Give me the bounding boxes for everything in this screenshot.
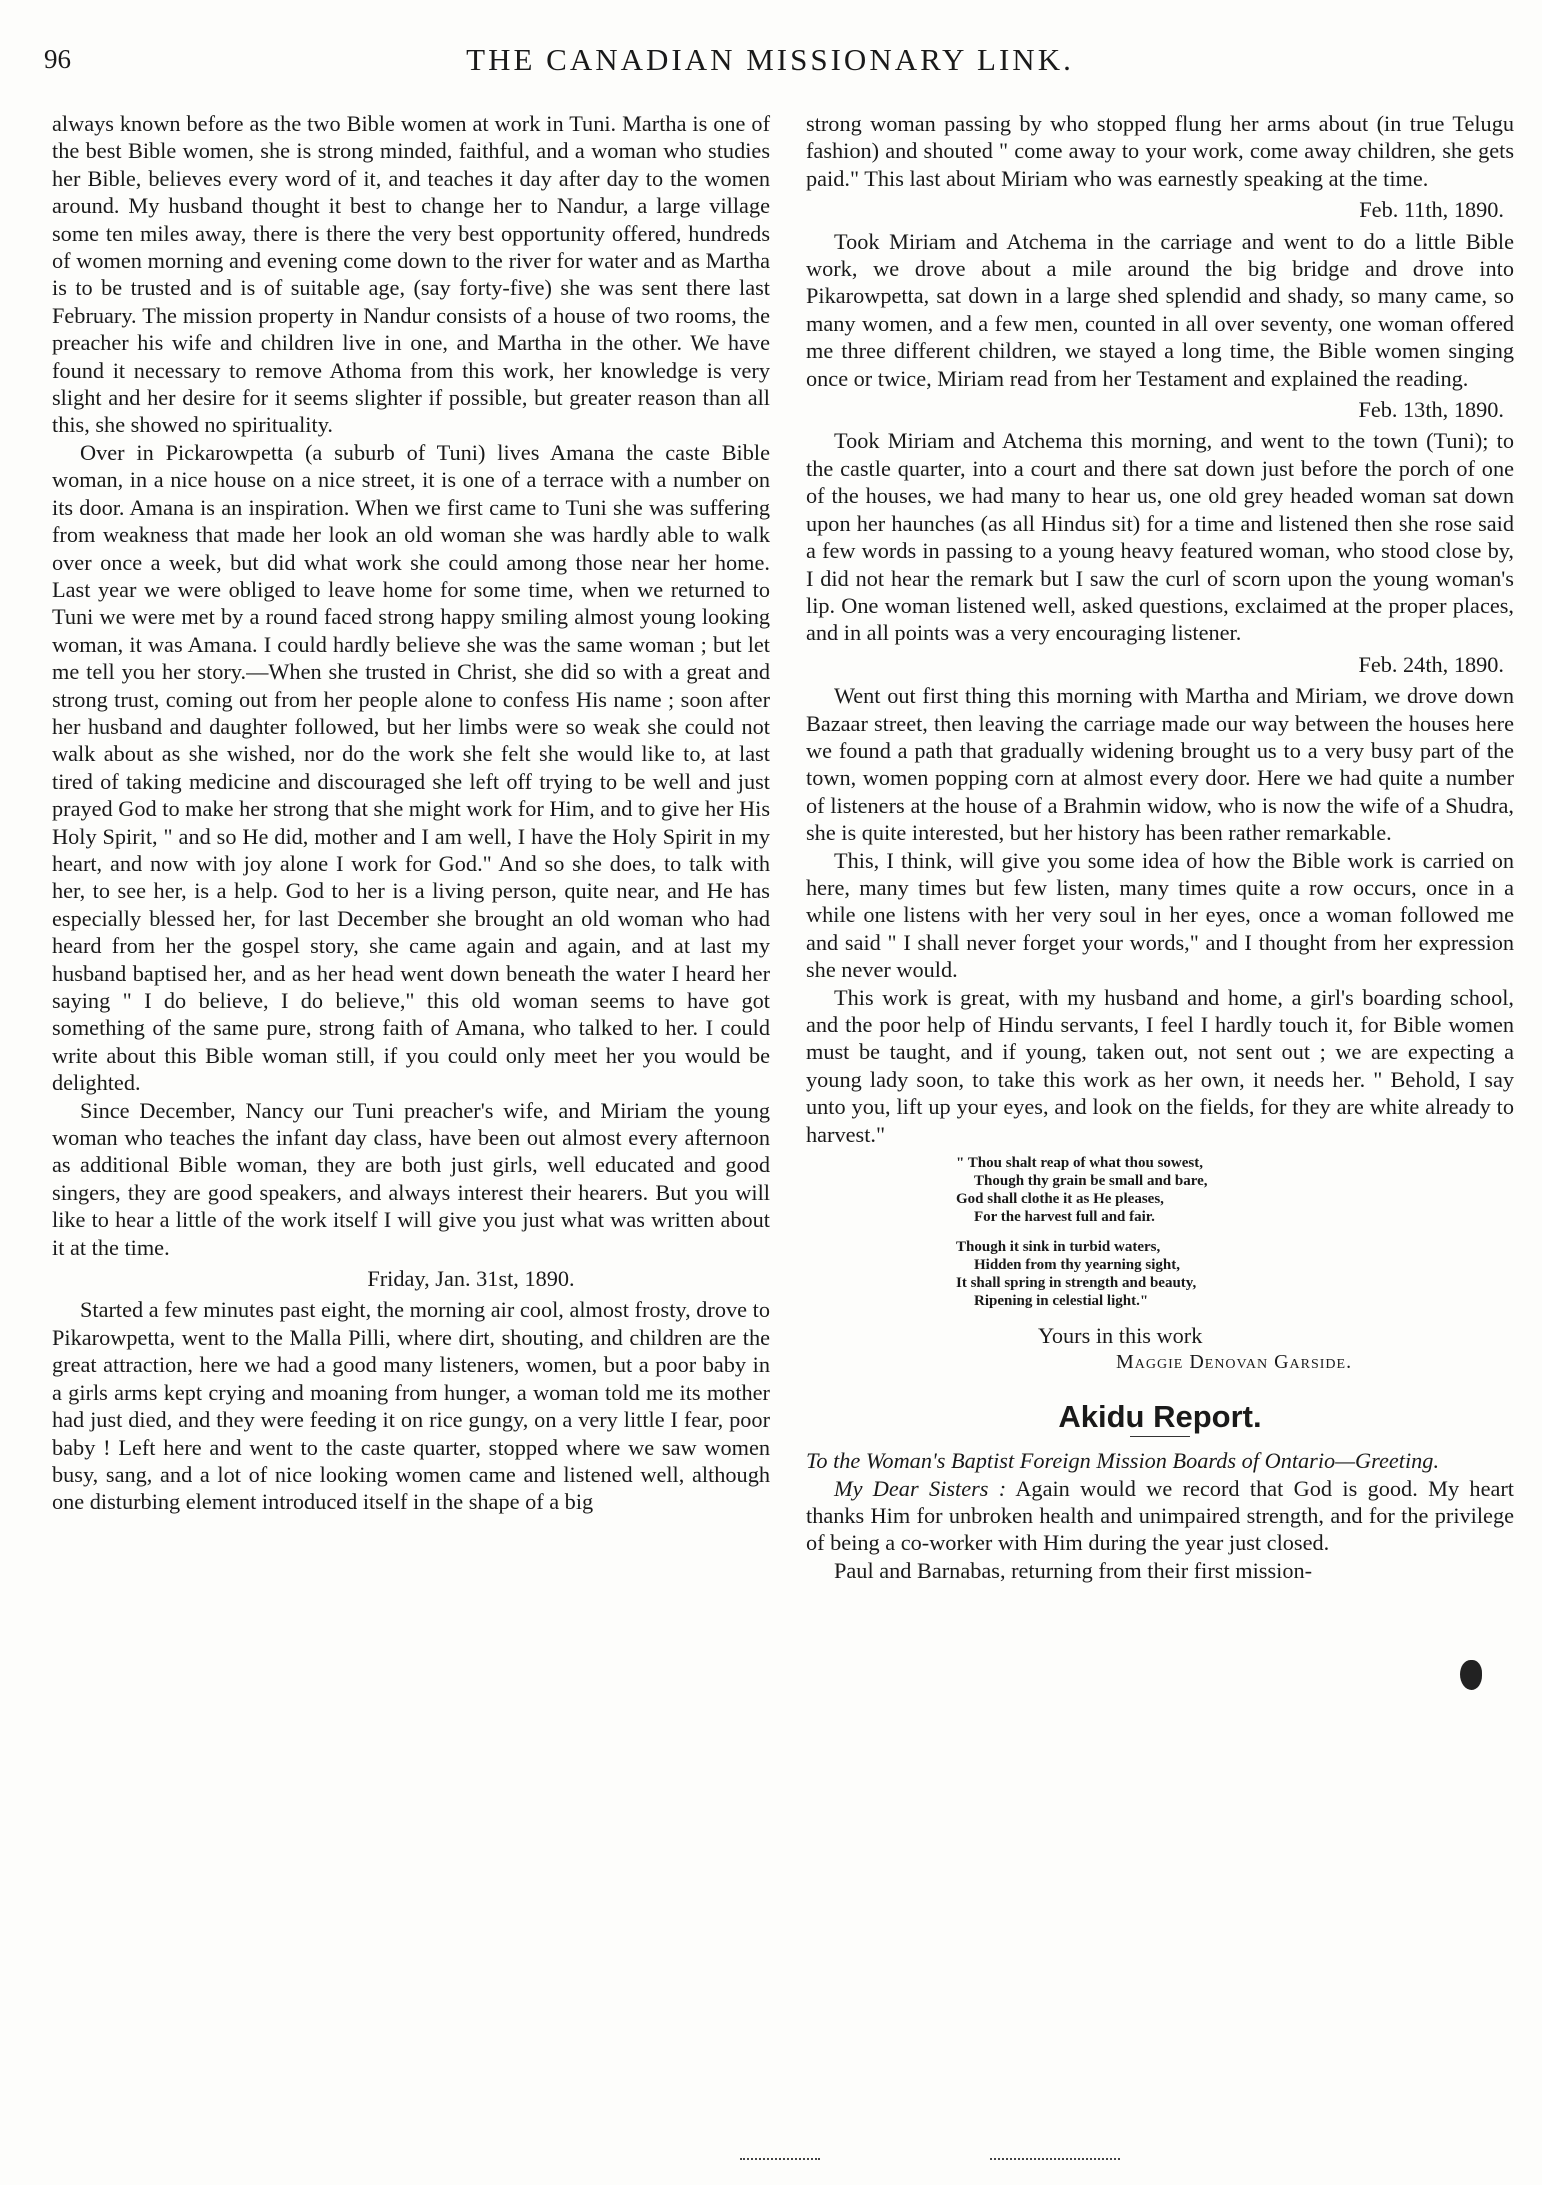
ink-blot-ornament xyxy=(1460,1660,1482,1690)
greeting-text: Again would we record that God is good. My heart thanks Him for unbroken health and unimpaired strength, and for the privilege of being a co-worker with Him during the year just closed. xyxy=(806,1475,1514,1556)
signature: Maggie Denovan Garside. xyxy=(1116,1351,1353,1374)
poem-line: " Thou shalt reap of what thou sowest, xyxy=(956,1155,1203,1172)
diary-entry: Started a few minutes past eight, the morning air cool, almost frosty, drove to Pikarowpetta, went to the Malla Pilli, where dirt, shouting, and children are the great attraction, here we had a good many listeners, women, but a poor baby in a girls arms kept crying and moaning from hunger, a woman told me its mother had just died, and they were feeding it on rice gungy, on a very little I fear, poor baby ! Left here and went to the caste quarter, stopped where we saw women busy, sang, and a lot of nice looking women came and listened well, although one disturbing element introduced itself in the shape of a big xyxy=(52,1297,770,1515)
poem-line: God shall clothe it as He pleases, xyxy=(956,1191,1164,1208)
diary-date: Feb. 13th, 1890. xyxy=(1358,397,1504,423)
diary-entry: Took Miriam and Atchema this morning, and went to the town (Tuni); to the castle quarter, into a court and there sat down just before the porch of one of the houses, we had many to hear us, one old grey headed woman sat down upon her haunches (as all Hindus sit) for a time and listened then she rose said a few words in passing to a young heavy featured woman, who stood close by, I did not hear the remark but I saw the curl of scorn upon the young woman's lip. One woman listened well, asked questions, exclaimed at the proper places, and in all points was a very encouraging listener. xyxy=(806,428,1514,646)
diary-date: Feb. 11th, 1890. xyxy=(1359,197,1504,223)
print-smudge xyxy=(990,2158,1120,2164)
paragraph xyxy=(806,1475,1514,1557)
page-number: 96 xyxy=(44,44,71,74)
print-smudge xyxy=(740,2158,820,2164)
left-column xyxy=(52,110,770,1516)
paragraph: always known before as the two Bible women at work in Tuni. Martha is one of the best Bible women, she is strong minded, faithful, and a woman who studies her Bible, believes every word of it, and teaches it day after day to the women around. My husband thought it best to change her to Nandur, a large village some ten miles away, there is there the very best opportunity offered, hundreds of women morning and evening come down to the river for water and as Martha is to be trusted and is of suitable age, (say forty-five) she was sent there last February. The mission property in Nandur consists of a house of two rooms, the preacher his wife and children live in one, and Martha in the other. We have found it necessary to remove Athoma from this work, her knowledge is very slight and her desire for it seems slighter if possible, but greater reason than all this, she showed no spirituality. xyxy=(52,111,770,438)
poem-line: Hidden from thy yearning sight, xyxy=(974,1257,1180,1274)
paragraph: This, I think, will give you some idea of how the Bible work is carried on here, many times but few listen, many times quite a row occurs, once in a while one listens with her very soul in her eyes, once a woman followed me and said " I shall never forget your words," and I thought from her expression she never would. xyxy=(806,847,1514,983)
diary-entry: Took Miriam and Atchema in the carriage and went to do a little Bible work, we drove about a mile around the big bridge and drove into Pikarowpetta, sat down in a large shed splendid and shady, so many came, so many women, and a few men, counted in all over seventy, one woman offered me three different children, we stayed a long time, the Bible women singing once or twice, Miriam read from her Testament and explained the reading. xyxy=(806,228,1514,391)
right-column xyxy=(806,110,1514,1584)
running-title: THE CANADIAN MISSIONARY LINK. xyxy=(466,42,1074,77)
poem-line: Though it sink in turbid waters, xyxy=(956,1239,1161,1256)
paragraph: Paul and Barnabas, returning from their first mission- xyxy=(834,1557,1313,1583)
paragraph: Since December, Nancy our Tuni preacher's wife, and Miriam the young woman who teaches the infant day class, have been out almost every afternoon as additional Bible woman, they are both just girls, well educated and good singers, they are good speakers, and always interest their hearers. But you will like to hear a little of the work itself I will give you just what was written about it at the time. xyxy=(52,1097,770,1260)
section-title: Akidu Report. xyxy=(1058,1398,1262,1434)
paragraph: strong woman passing by who stopped flung her arms about (in true Telugu fashion) and shouted " come away to your work, come away children, she gets paid." This last about Miriam who was earnestly speaking at the time. xyxy=(806,111,1514,191)
poem-line: For the harvest full and fair. xyxy=(974,1209,1155,1226)
paragraph: Over in Pickarowpetta (a suburb of Tuni) lives Amana the caste Bible woman, in a nice house on a nice street, it is one of a terrace with a number on its door. Amana is an inspiration. When we first came to Tuni she was suffering from weakness that made her look an old woman she was hardly able to walk over once a week, but did what work she could among those near her home. Last year we were obliged to leave home for some time, when we returned to Tuni we were met by a round faced strong happy smiling almost young looking woman, it was Amana. I could hardly believe she was the same woman ; but let me tell you her story.—When she trusted in Christ, she did so with a great and strong trust, coming out from her people alone to confess His name ; soon after her husband and daughter followed, but her limbs were so weak she could not walk about as she wished, nor do the work she felt she would like to, at last tired of taking medicine and discouraged she left off trying to be well and just prayed God to make her strong that she might work for Him, and to give her His Holy Spirit, " and so He did, mother and I am well, I have the Holy Spirit in my heart, and now with joy alone I work for God." And so she does, to talk with her, to see her, is a help. God to her is a living person, quite near, and He has especially blessed her, for last December she brought an old woman who had heard from her the gospel story, she came again and again, and at last my husband baptised her, and as her head went down beneath the water I heard her saying " I do believe, I do believe," this old woman seems to have got something of the same pure, strong faith of Amana, who talked to her. I could write about this Bible woman still, if you could only meet her you would be delighted. xyxy=(52,439,770,1096)
poem-line: Ripening in celestial light." xyxy=(974,1293,1149,1310)
page-header xyxy=(40,40,1500,90)
poem-stanza xyxy=(956,1154,1514,1226)
poem-line: It shall spring in strength and beauty, xyxy=(956,1275,1197,1292)
greeting-lead: My Dear Sisters : xyxy=(834,1475,1007,1501)
section-divider xyxy=(1130,1436,1190,1437)
salutation: To the Woman's Baptist Foreign Mission Boards of Ontario—Greeting. xyxy=(806,1448,1440,1474)
diary-date: Feb. 24th, 1890. xyxy=(1358,651,1504,677)
poem-stanza xyxy=(956,1238,1514,1310)
poem-line: Though thy grain be small and bare, xyxy=(974,1173,1208,1190)
poem xyxy=(956,1154,1514,1310)
signoff: Yours in this work xyxy=(1038,1323,1203,1349)
diary-date: Friday, Jan. 31st, 1890. xyxy=(367,1266,575,1292)
diary-entry: Went out first thing this morning with Martha and Miriam, we drove down Bazaar street, then leaving the carriage made our way between the houses here we found a path that gradually widening brought us to a very busy part of the town, women popping corn at almost every door. Here we had quite a number of listeners at the house of a Brahmin widow, who is now the wife of a Shudra, she is quite interested, but her history has been rather remarkable. xyxy=(806,683,1514,846)
paragraph: This work is great, with my husband and home, a girl's boarding school, and the poor help of Hindu servants, I feel I hardly touch it, for Bible women must be taught, and if young, taken out, not sent out ; we are expecting a young lady soon, to take this work as her own, it needs her. " Behold, I say unto you, lift up your eyes, and look on the fields, for they are white already to harvest." xyxy=(806,984,1514,1147)
